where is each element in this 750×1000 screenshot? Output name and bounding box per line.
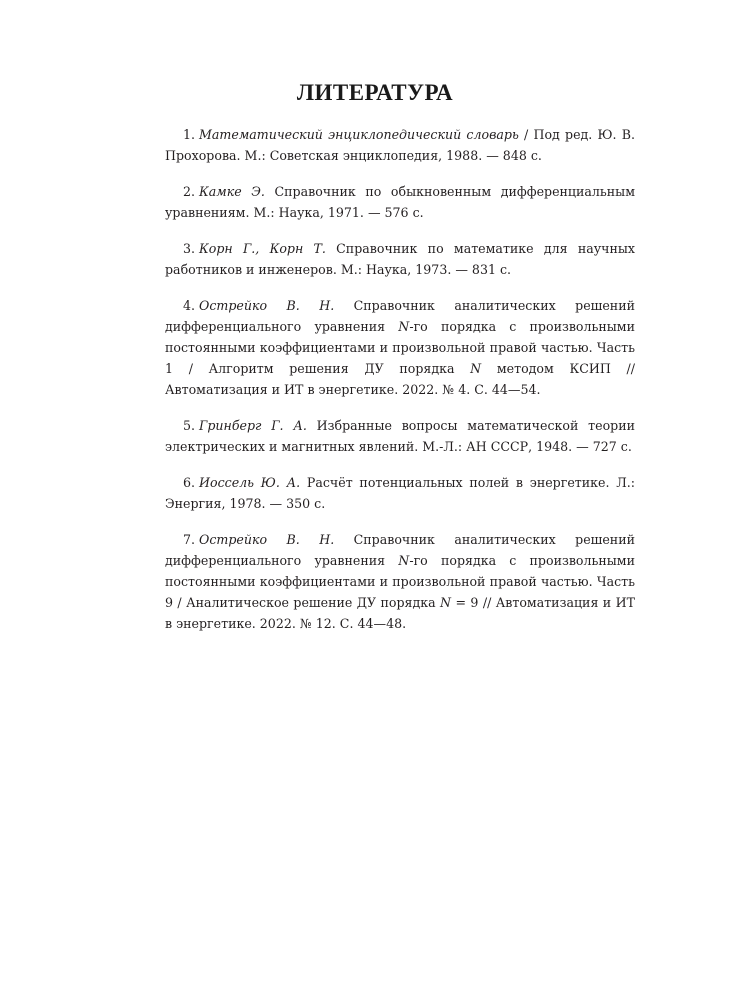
reference-details: Избранные вопросы математической теории электрических и магнитных явлений. М.-Л.: АН СССР, 1948. — 727 с. bbox=[165, 418, 635, 454]
reference-number: 7. bbox=[183, 532, 196, 547]
math-variable-n: N bbox=[440, 595, 452, 610]
reference-author: Иоссель Ю. А. bbox=[199, 475, 301, 490]
page-title: ЛИТЕРАТУРА bbox=[296, 80, 454, 105]
reference-author: Камке Э. bbox=[199, 184, 265, 199]
reference-author: Гринберг Г. А. bbox=[199, 418, 307, 433]
reference-details: Справочник аналитических решений дифференциального уравнения bbox=[165, 298, 635, 334]
reference-item-4 bbox=[165, 295, 635, 400]
reference-item-1 bbox=[165, 124, 635, 166]
reference-number: 3. bbox=[183, 241, 196, 256]
reference-details: / Под ред. Ю. В. Прохорова. М.: Советская энциклопедия, 1988. — 848 с. bbox=[165, 127, 635, 163]
math-variable-n: N bbox=[398, 553, 410, 568]
reference-author: Острейко В. Н. bbox=[199, 298, 335, 313]
reference-number: 2. bbox=[183, 184, 196, 199]
reference-details: методом КСИП // Автоматизация и ИТ в энергетике. 2022. № 4. С. 44—54. bbox=[165, 361, 635, 397]
reference-item-7 bbox=[165, 529, 635, 634]
reference-list bbox=[165, 124, 635, 649]
reference-details: Справочник по математике для научных работников и инженеров. М.: Наука, 1973. — 831 с. bbox=[165, 241, 635, 277]
reference-details: = 9 // Автоматизация и ИТ в энергетике. 2022. № 12. С. 44—48. bbox=[165, 595, 635, 631]
reference-details: Справочник аналитических решений дифференциального уравнения bbox=[165, 532, 635, 568]
reference-details: Расчёт потенциальных полей в энергетике. Л.: Энергия, 1978. — 350 с. bbox=[165, 475, 635, 511]
reference-item-6 bbox=[165, 472, 635, 514]
reference-author: Острейко В. Н. bbox=[199, 532, 335, 547]
reference-details: -го порядка с произвольными постоянными коэффициентами и произвольной правой частью. Часть 9 / Аналитическое решение ДУ порядка bbox=[165, 553, 635, 610]
reference-number: 5. bbox=[183, 418, 196, 433]
reference-item-5 bbox=[165, 415, 635, 457]
reference-details: Справочник по обыкновенным дифференциальным уравнениям. М.: Наука, 1971. — 576 с. bbox=[165, 184, 635, 220]
reference-item-3 bbox=[165, 238, 635, 280]
reference-details: -го порядка с произвольными постоянными коэффициентами и произвольной правой частью. Часть 1 / Алгоритм решения ДУ порядка bbox=[165, 319, 635, 376]
reference-item-2 bbox=[165, 181, 635, 223]
reference-title-italic: Математический энциклопедический словарь bbox=[199, 127, 519, 142]
reference-author: Корн Г., Корн Т. bbox=[199, 241, 326, 256]
reference-number: 4. bbox=[183, 298, 196, 313]
reference-number: 1. bbox=[183, 127, 196, 142]
math-variable-n: N bbox=[398, 319, 410, 334]
math-variable-n: N bbox=[470, 361, 482, 376]
reference-number: 6. bbox=[183, 475, 196, 490]
